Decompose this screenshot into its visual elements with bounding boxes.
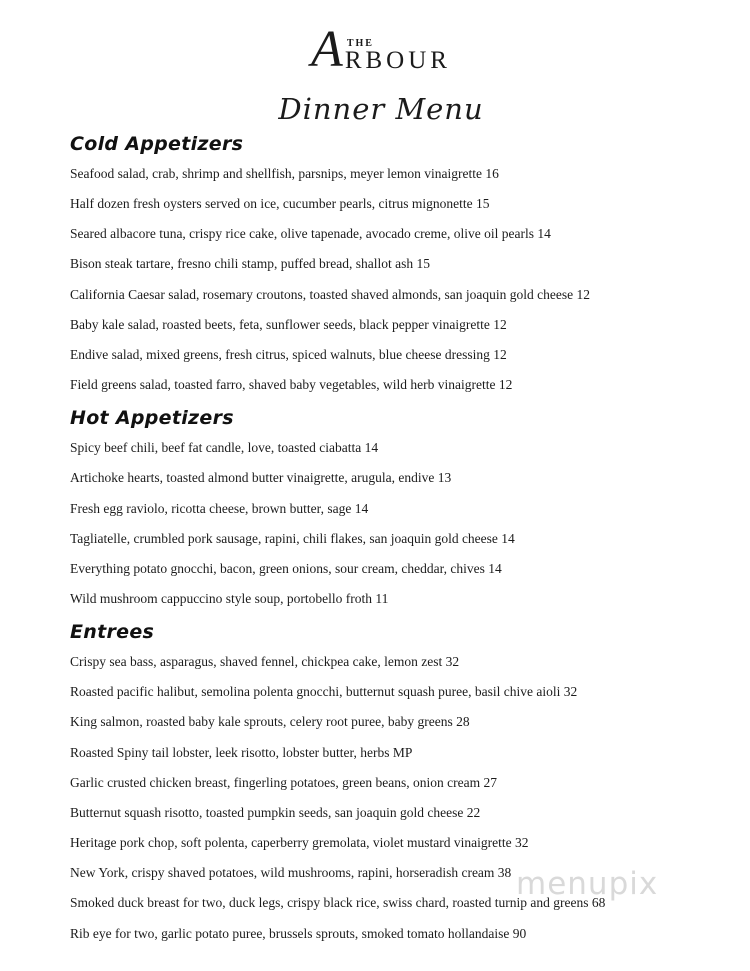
menu-item: California Caesar salad, rosemary croutons, toasted shaved almonds, san joaquin gold cheese 12 xyxy=(70,286,590,302)
section-heading-cold-appetizers: Cold Appetizers xyxy=(70,133,244,155)
section-heading-entrees: Entrees xyxy=(70,621,155,644)
menu-item: Tagliatelle, crumbled pork sausage, rapini, chili flakes, san joaquin gold cheese 14 xyxy=(70,530,515,546)
menu-item: Seafood salad, crab, shrimp and shellfish, parsnips, meyer lemon vinaigrette 16 xyxy=(70,165,499,181)
menu-item: Spicy beef chili, beef fat candle, love, toasted ciabatta 14 xyxy=(70,440,379,456)
menu-item: Half dozen fresh oysters served on ice, cucumber pearls, citrus mignonette 15 xyxy=(70,196,490,212)
logo-the: THE xyxy=(346,37,374,49)
menu-item: Artichoke hearts, toasted almond butter vinaigrette, arugula, endive 13 xyxy=(70,470,452,486)
menu-item: Bison steak tartare, fresno chili stamp, puffed bread, shallot ash 15 xyxy=(70,256,431,272)
menupix-watermark: menupix xyxy=(516,866,659,902)
menu-item: Smoked duck breast for two, duck legs, crispy black rice, swiss chard, roasted turnip and greens 68 xyxy=(70,895,606,911)
section-entrees xyxy=(70,622,692,941)
menu-item: King salmon, roasted baby kale sprouts, celery root puree, baby greens 28 xyxy=(70,714,470,730)
menu-item: Roasted pacific halibut, semolina polenta gnocchi, butternut squash puree, basil chive aioli 32 xyxy=(70,684,578,700)
menu-item: Heritage pork chop, soft polenta, caperberry gremolata, violet mustard vinaigrette 32 xyxy=(70,835,529,851)
logo-rbour: RBOUR xyxy=(344,46,451,74)
menu-item: Seared albacore tuna, crispy rice cake, olive tapenade, avocado creme, olive oil pearls 14 xyxy=(70,226,551,242)
section-hot-appetizers xyxy=(70,408,692,606)
menu-item: Rib eye for two, garlic potato puree, brussels sprouts, smoked tomato hollandaise 90 xyxy=(70,925,527,941)
menu-item: Fresh egg raviolo, ricotta cheese, brown butter, sage 14 xyxy=(70,500,369,516)
menu-item: Roasted Spiny tail lobster, leek risotto, lobster butter, herbs MP xyxy=(70,744,413,760)
menu-item: Everything potato gnocchi, bacon, green onions, sour cream, cheddar, chives 14 xyxy=(70,560,502,576)
menu-item: Baby kale salad, roasted beets, feta, sunflower seeds, black pepper vinaigrette 12 xyxy=(70,316,507,332)
menu-item: New York, crispy shaved potatoes, wild mushrooms, rapini, horseradish cream 38 xyxy=(70,865,512,881)
menu-item: Field greens salad, toasted farro, shaved baby vegetables, wild herb vinaigrette 12 xyxy=(70,377,513,393)
logo-letter-a: A xyxy=(311,20,343,78)
menu-item: Crispy sea bass, asparagus, shaved fennel, chickpea cake, lemon zest 32 xyxy=(70,654,460,670)
section-heading-hot-appetizers: Hot Appetizers xyxy=(70,407,234,430)
section-cold-appetizers xyxy=(70,134,692,392)
logo-wordmark xyxy=(345,39,451,73)
menu-item: Garlic crusted chicken breast, fingerling potatoes, green beans, onion cream 27 xyxy=(70,774,497,790)
menu-item: Butternut squash risotto, toasted pumpkin seeds, san joaquin gold cheese 22 xyxy=(70,804,481,820)
menu-item: Wild mushroom cappuccino style soup, portobello froth 11 xyxy=(70,591,389,607)
restaurant-logo xyxy=(70,20,692,78)
page-title: Dinner Menu xyxy=(278,92,484,126)
menu-item: Endive salad, mixed greens, fresh citrus, spiced walnuts, blue cheese dressing 12 xyxy=(70,346,507,362)
